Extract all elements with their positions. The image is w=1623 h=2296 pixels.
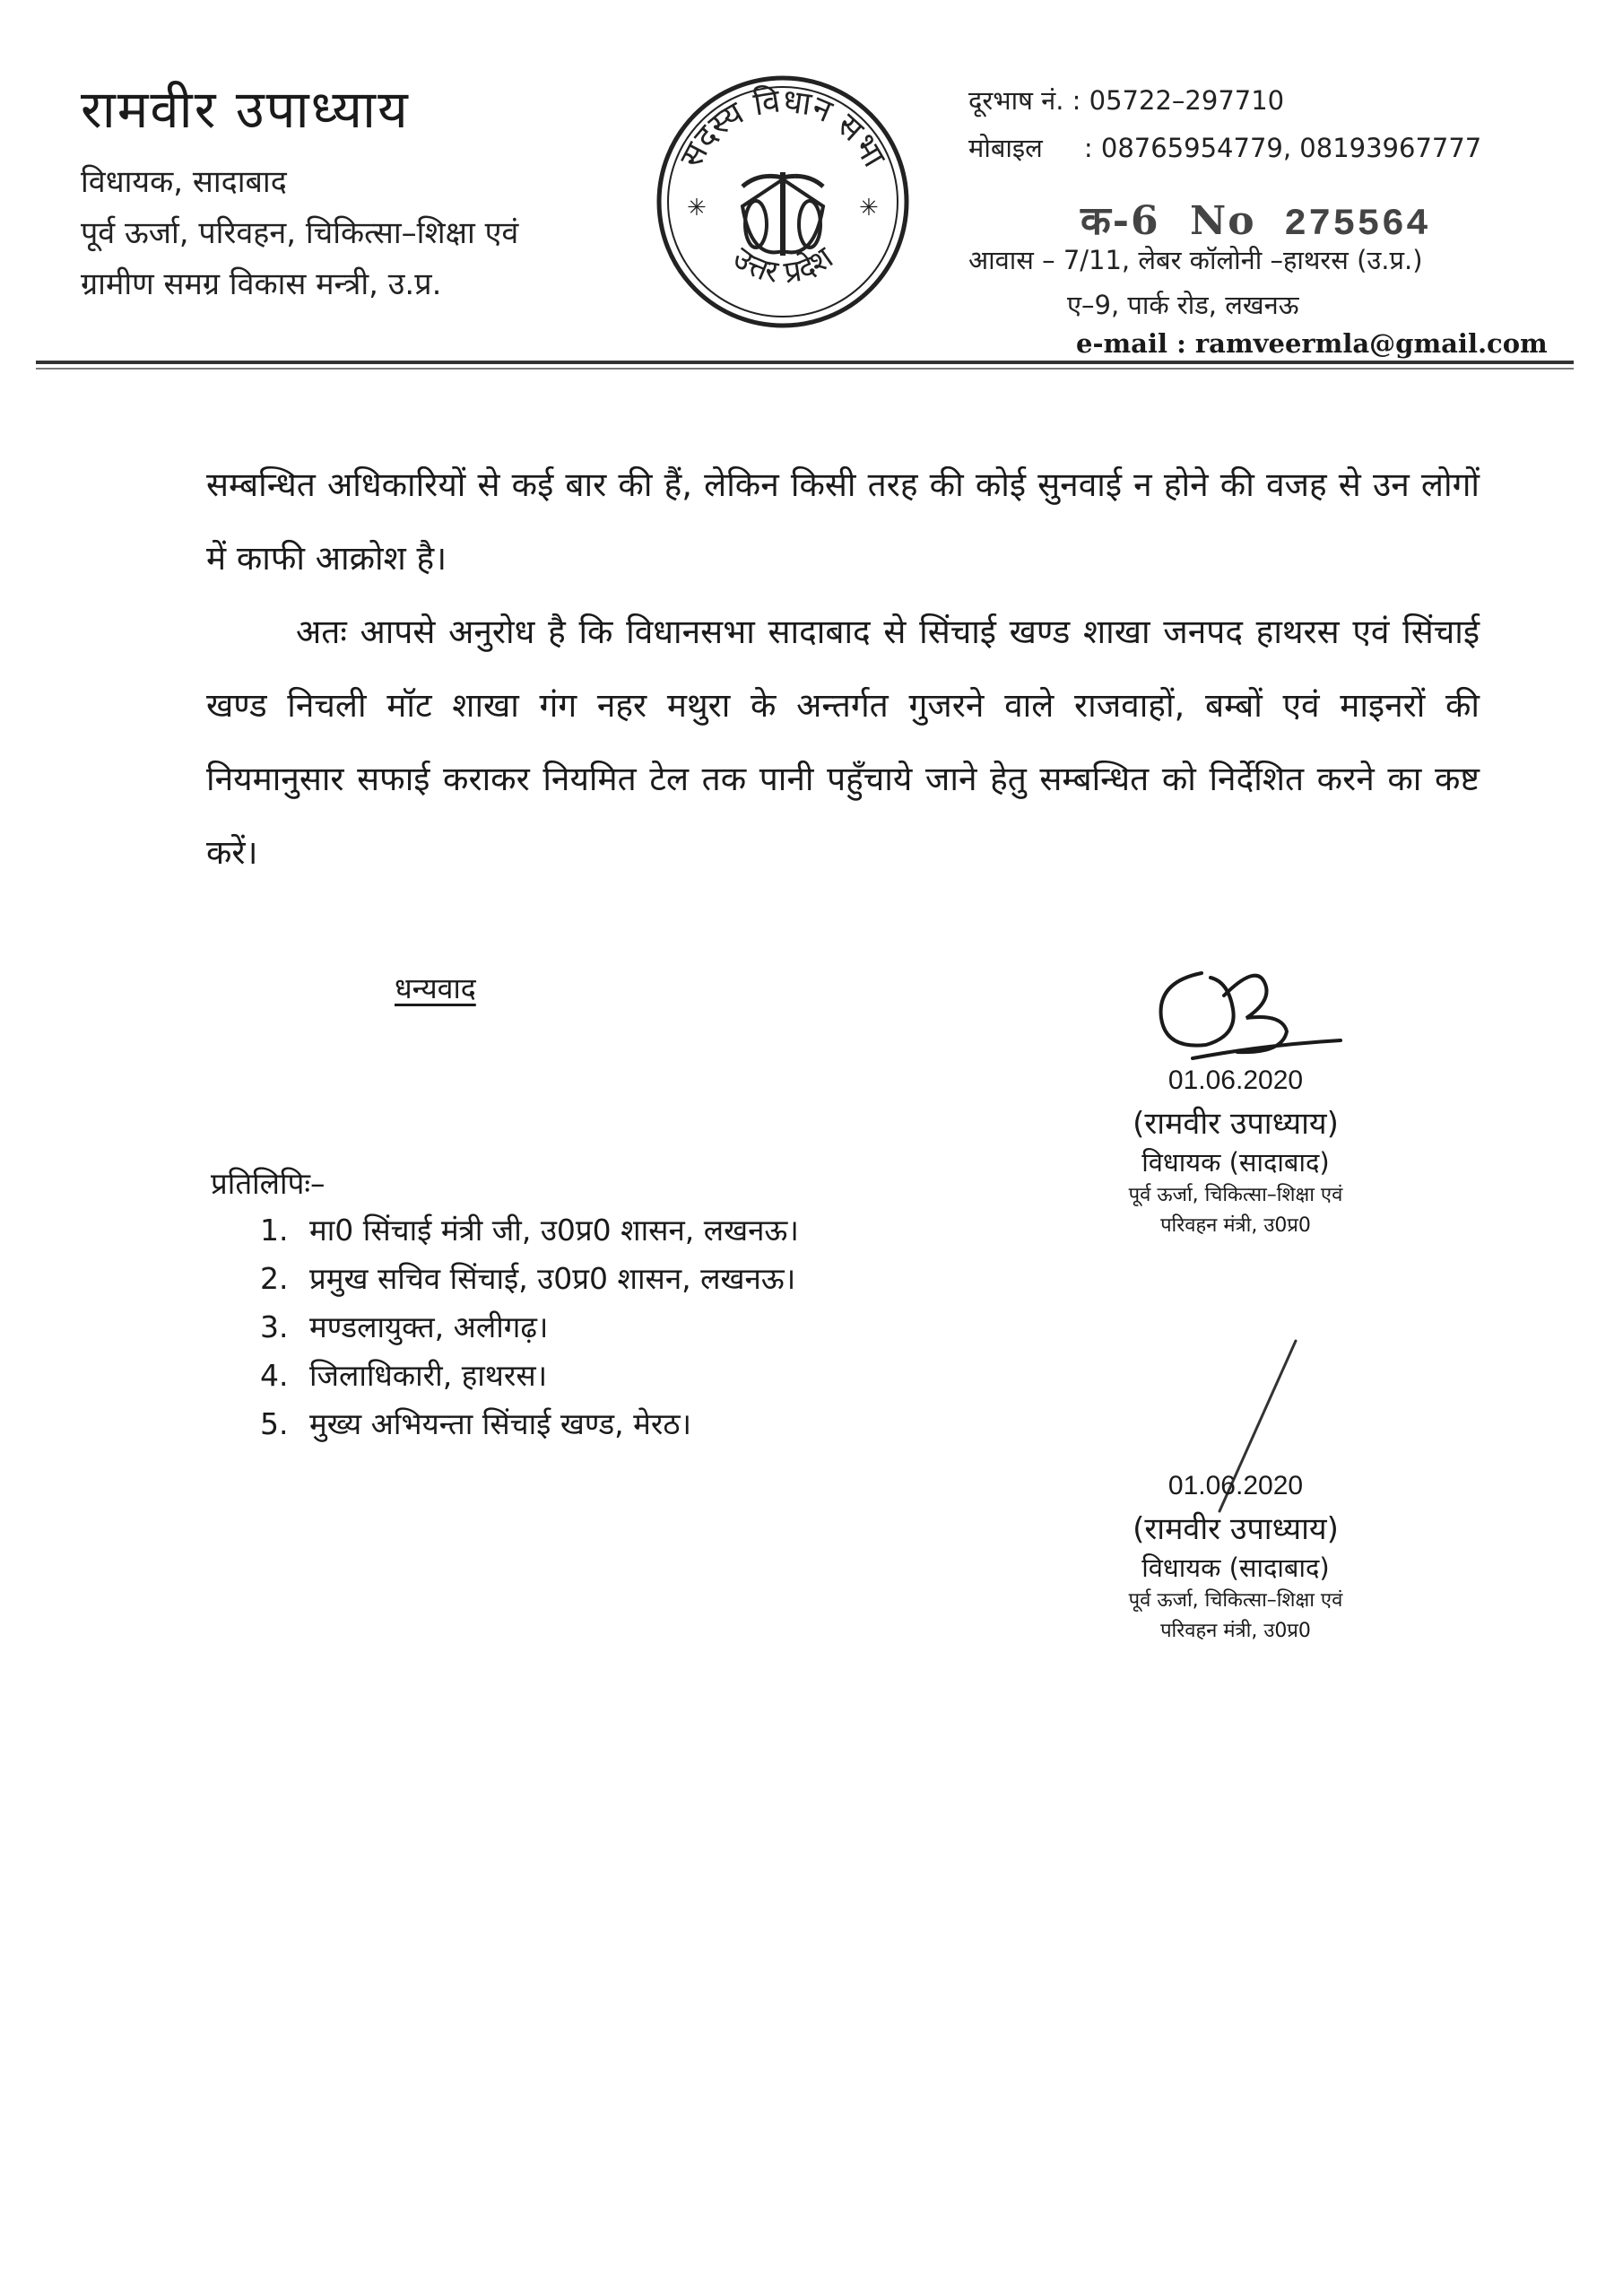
letterhead-email: e-mail : ramveermla@gmail.com — [1076, 328, 1548, 359]
emblem-bottom-text: उत्तर प्रदेश — [725, 239, 840, 291]
list-item: 3. मण्डलायुक्त, अलीगढ़। — [260, 1309, 549, 1344]
svg-text:सदस्य विधान सभा — [673, 82, 893, 174]
body-paragraph-2: अतः आपसे अनुरोध है कि विधानसभा सादाबाद से सिंचाई खण्ड शाखा जनपद हाथरस एवं सिंचाई खण्ड निचली मॉट शाखा गंग नहर मथुरा के अन्तर्गत गुजरने वाले राजवाहों, बम्बों एवं माइनरों की नियमानुसार सफाई कराकर नियमित टेल तक पानी पहुँचाये जाने हेतु सम्बन्धित को निर्देशित करने का कष्ट करें। — [206, 613, 1480, 872]
letterhead-address-hathras: आवास – 7/11, लेबर कॉलोनी –हाथरस (उ.प्र.) — [968, 245, 1423, 275]
handwritten-signature — [1139, 946, 1354, 1072]
stamp-prefix: क-6 — [1081, 198, 1160, 244]
signature-block-2 — [1047, 1471, 1424, 1646]
letter-body — [206, 448, 1480, 890]
closing-thanks: धन्यवाद — [395, 971, 476, 1005]
letterhead-divider — [36, 361, 1574, 364]
assembly-emblem-icon — [653, 72, 913, 332]
letterhead-mobile: मोबाइल : 08765954779, 08193967777 — [968, 133, 1482, 163]
letterhead-phone: दूरभाष नं. : 05722–297710 — [968, 85, 1285, 116]
signatory-name: (रामवीर उपाध्याय) — [1133, 1106, 1339, 1142]
letterhead-divider-thin — [36, 368, 1574, 370]
list-item: 5. मुख्य अभियन्ता सिंचाई खण्ड, मेरठ। — [260, 1406, 692, 1441]
copies-list — [260, 1206, 799, 1448]
emblem-top-text: सदस्य विधान सभा — [673, 83, 893, 174]
stamp-no-label: No — [1190, 198, 1256, 244]
signatory-designation: विधायक (सादाबाद) — [1141, 1552, 1330, 1583]
signatory-role-line1: पूर्व ऊर्जा, चिकित्सा–शिक्षा एवं — [1128, 1184, 1343, 1206]
signatory-designation: विधायक (सादाबाद) — [1141, 1147, 1330, 1178]
signatory-role-line1: पूर्व ऊर्जा, चिकित्सा–शिक्षा एवं — [1128, 1589, 1343, 1612]
body-paragraph-1: सम्बन्धित अधिकारियों से कई बार की हैं, लेकिन किसी तरह की कोई सुनवाई न होने की वजह से उन लोगों में काफी आक्रोश है। — [206, 465, 1480, 578]
signatory-name: (रामवीर उपाध्याय) — [1133, 1511, 1339, 1547]
list-item: 2. प्रमुख सचिव सिंचाई, उ0प्र0 शासन, लखनऊ। — [260, 1261, 796, 1296]
letterhead-address-lucknow: ए–9, पार्क रोड, लखनऊ — [1067, 290, 1299, 320]
letterhead-former-post-line1: पूर्व ऊर्जा, परिवहन, चिकित्सा–शिक्षा एवं — [81, 215, 519, 251]
signatory-role-line2: परिवहन मंत्री, उ0प्र0 — [1160, 1214, 1311, 1237]
letterhead-name: रामवीर उपाध्याय — [81, 79, 410, 140]
signature-date: 01.06.2020 — [1167, 1471, 1304, 1500]
letterhead-title: विधायक, सादाबाद — [81, 164, 287, 200]
letterhead-former-post-line2: ग्रामीण समग्र विकास मन्त्री, उ.प्र. — [81, 266, 442, 302]
list-item: 1. मा0 सिंचाई मंत्री जी, उ0प्र0 शासन, लखनऊ। — [260, 1213, 799, 1248]
signature-block-1 — [1047, 1065, 1424, 1240]
reference-stamp — [1081, 192, 1430, 246]
svg-text:✳: ✳ — [859, 195, 879, 222]
stamp-number: 275564 — [1283, 203, 1431, 246]
signatory-role-line2: परिवहन मंत्री, उ0प्र0 — [1160, 1620, 1311, 1642]
copies-heading: प्रतिलिपिः– — [211, 1166, 325, 1201]
list-item: 4. जिलाधिकारी, हाथरस। — [260, 1358, 548, 1393]
svg-text:✳: ✳ — [687, 195, 707, 222]
signature-date: 01.06.2020 — [1167, 1065, 1304, 1095]
